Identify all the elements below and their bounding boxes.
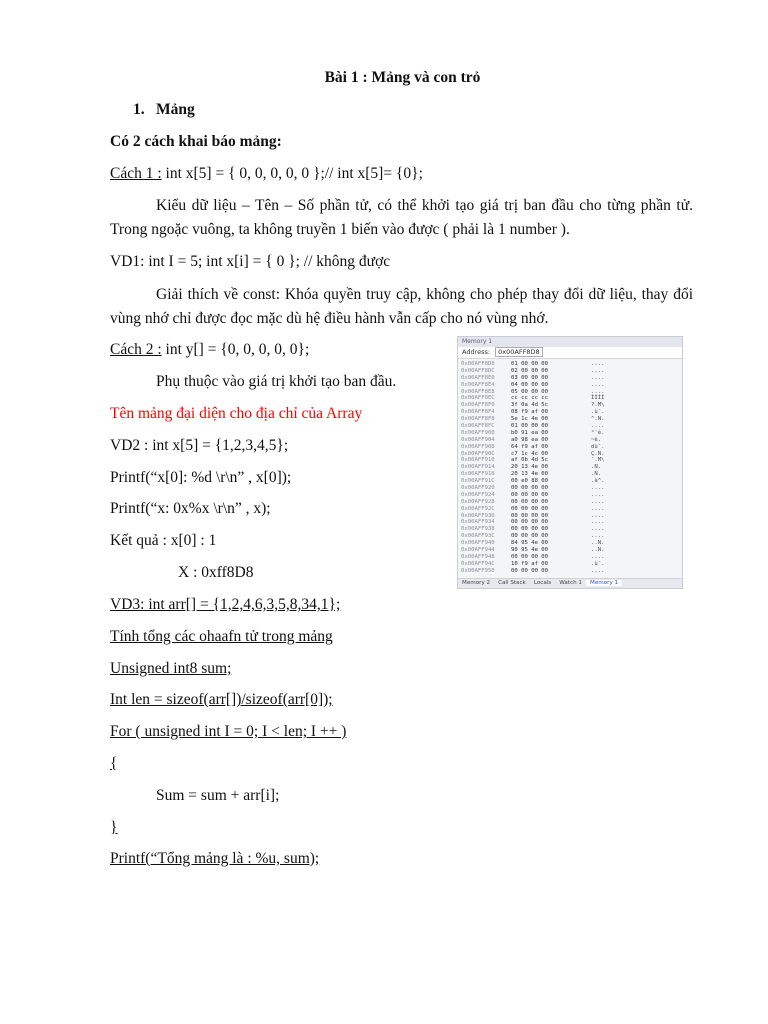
memory-tabs — [458, 578, 682, 588]
code-brace-open: { — [110, 755, 118, 772]
memory-row-chars: .... — [591, 381, 605, 388]
paragraph-1 — [110, 194, 693, 242]
array-name-note: Tên mảng đại diện cho địa chỉ của Array — [110, 405, 363, 422]
memory-row-chars: .... — [591, 423, 605, 430]
memory-tab[interactable]: Memory 2 — [462, 580, 491, 586]
memory-row-address: 0x00AFF8F0 — [461, 402, 495, 409]
memory-row-address: 0x00AFF8F8 — [461, 416, 495, 423]
memory-row — [458, 547, 682, 554]
paragraph-2-text: Giải thích về const: Khóa quyền truy cập, không cho phép thay đổi dữ liệu, thay đổi vùng nhớ chỉ được đọc mặc dù hệ điều hành vẫn cấp cho nó vùng nhớ. — [110, 286, 693, 327]
memory-row — [458, 485, 682, 492]
code-len-decl: Int len = sizeof(arr[])/sizeof(arr[0]); — [110, 691, 333, 708]
memory-tab[interactable]: Locals — [533, 580, 552, 586]
memory-row — [458, 478, 682, 485]
memory-row-hex: 02 00 00 00 — [511, 367, 549, 374]
memory-row-address: 0x00AFF8D8 — [461, 361, 495, 367]
memory-row — [458, 540, 682, 547]
code-brace-close: } — [110, 819, 118, 836]
memory-row-address: 0x00AFF8FC — [461, 423, 495, 430]
memory-row — [458, 423, 682, 430]
memory-row-chars: .... — [591, 388, 605, 395]
memory-row-hex: 20 13 4e 00 — [511, 464, 549, 471]
code-printf-sum: Printf(“Tổng mảng là : %u, sum); — [110, 850, 320, 867]
memory-row — [458, 361, 682, 368]
memory-row-address: 0x00AFF8E0 — [461, 374, 495, 381]
memory-row-address: 0x00AFF910 — [461, 457, 495, 464]
memory-row — [458, 561, 682, 568]
vd2-line: VD2 : int x[5] = {1,2,3,4,5}; — [110, 437, 289, 454]
memory-row-address: 0x00AFF8DC — [461, 367, 495, 374]
memory-row-hex: 08 f9 af 00 — [511, 409, 549, 416]
memory-row-chars: .N. — [591, 464, 602, 471]
memory-row — [458, 389, 682, 396]
memory-row — [458, 368, 682, 375]
memory-row-chars: .... — [591, 491, 605, 498]
memory-row — [458, 533, 682, 540]
memory-row-hex: cc cc cc cc — [511, 395, 549, 402]
memory-row — [458, 409, 682, 416]
memory-row-address: 0x00AFF904 — [461, 436, 495, 443]
memory-row-address: 0x00AFF92C — [461, 505, 495, 512]
memory-row-address: 0x00AFF8EC — [461, 395, 495, 402]
memory-row-address: 0x00AFF914 — [461, 464, 495, 471]
code-sum-decl: Unsigned int8 sum; — [110, 660, 232, 677]
memory-row-chars: .... — [591, 533, 605, 540]
memory-row-hex: 00 00 00 00 — [511, 485, 549, 492]
memory-row — [458, 395, 682, 402]
memory-row-hex: 04 00 00 00 — [511, 381, 549, 388]
memory-row-hex: 00 00 00 00 — [511, 567, 549, 574]
memory-row-chars: .... — [591, 553, 605, 560]
memory-row — [458, 526, 682, 533]
memory-row-chars: .... — [591, 567, 605, 574]
vd1-line: VD1: int I = 5; int x[i] = { 0 }; // không được — [110, 253, 391, 270]
memory-row-address: 0x00AFF928 — [461, 498, 495, 505]
memory-row-hex: 01 00 00 00 — [511, 361, 549, 367]
memory-row-hex: 00 00 00 00 — [511, 533, 549, 540]
paragraph-1-text: Kiểu dữ liệu – Tên – Số phần tử, có thể khởi tạo giá trị ban đầu cho từng phần tử. Trong ngoặc vuông, ta không truyền 1 biến vào được ( phải là 1 number ). — [110, 197, 693, 238]
memory-row-address: 0x00AFF94C — [461, 560, 495, 567]
memory-row-hex: 00 00 00 00 — [511, 512, 549, 519]
memory-tab[interactable]: Call Stack — [498, 580, 526, 586]
memory-row-address: 0x00AFF8E4 — [461, 381, 495, 388]
memory-row — [458, 519, 682, 526]
memory-row-hex: 00 e0 88 00 — [511, 478, 549, 485]
cach1-code: int x[5] = { 0, 0, 0, 0, 0 };// int x[5]= {0}; — [161, 165, 423, 182]
memory-row-chars: .... — [591, 374, 605, 381]
memory-window-title: Memory 1 — [458, 337, 682, 347]
memory-row-chars: .... — [591, 505, 605, 512]
memory-tab[interactable]: Memory 1 — [586, 580, 622, 586]
paragraph-3: Phụ thuộc vào giá trị khởi tạo ban đầu. — [156, 373, 397, 390]
memory-row-hex: c7 1c 4c 00 — [511, 450, 549, 457]
memory-row-hex: 10 f9 af 00 — [511, 560, 549, 567]
memory-row-hex: 03 00 00 00 — [511, 374, 549, 381]
memory-row-hex: 00 00 00 00 — [511, 491, 549, 498]
memory-row — [458, 464, 682, 471]
memory-row-address: 0x00AFF900 — [461, 429, 495, 436]
memory-row — [458, 437, 682, 444]
code-loop-body: Sum = sum + arr[i]; — [156, 787, 280, 804]
memory-row — [458, 492, 682, 499]
memory-row-address: 0x00AFF934 — [461, 519, 495, 526]
memory-row — [458, 499, 682, 506]
memory-row-hex: 00 00 00 00 — [511, 519, 549, 526]
memory-row — [458, 506, 682, 513]
memory-row-chars: .... — [591, 526, 605, 533]
result-line: Kết quả : x[0] : 1 — [110, 532, 217, 549]
memory-row — [458, 471, 682, 478]
memory-row-chars: ..N. — [591, 547, 605, 554]
memory-row-chars: Ç.N. — [591, 450, 605, 457]
memory-row-chars: °'ê. — [591, 429, 605, 436]
memory-row-address: 0x00AFF924 — [461, 491, 495, 498]
memory-row-address: 0x00AFF948 — [461, 553, 495, 560]
cach2-label: Cách 2 : — [110, 341, 162, 358]
memory-row-address: 0x00AFF90C — [461, 450, 495, 457]
memory-row-chars: .N. — [591, 471, 602, 478]
ways-heading: Có 2 cách khai báo mảng: — [110, 133, 282, 150]
memory-row — [458, 416, 682, 423]
memory-row-hex: 84 95 4e 00 — [511, 540, 549, 547]
memory-rows — [458, 361, 682, 575]
vd3-line: VD3: int arr[] = {1,2,4,6,3,5,8,34,1}; — [110, 596, 341, 613]
memory-row-address: 0x00AFF938 — [461, 526, 495, 533]
memory-row — [458, 568, 682, 575]
section-number: 1. — [133, 101, 145, 118]
memory-window — [457, 336, 683, 589]
memory-row-chars: ^.N. — [591, 416, 605, 423]
memory-row — [458, 451, 682, 458]
memory-row-address: 0x00AFF930 — [461, 512, 495, 519]
memory-row-hex: 20 13 4e 00 — [511, 471, 549, 478]
cach2-code: int y[] = {0, 0, 0, 0, 0}; — [161, 341, 310, 358]
memory-row — [458, 554, 682, 561]
section-heading: Mảng — [156, 101, 195, 118]
memory-row-address: 0x00AFF908 — [461, 443, 495, 450]
memory-address-bar — [458, 347, 682, 359]
cach1-label: Cách 1 : — [110, 165, 162, 182]
memory-row-chars: .... — [591, 519, 605, 526]
memory-row-hex: 05 00 00 00 — [511, 388, 549, 395]
memory-row-hex: 00 00 00 00 — [511, 498, 549, 505]
memory-row-address: 0x00AFF8F4 — [461, 409, 495, 416]
memory-row-chars: ?.M\ — [591, 402, 605, 409]
printf-line-1: Printf(“x[0]: %d \r\n” , x[0]); — [110, 469, 292, 486]
memory-row-chars: ~ê. — [591, 436, 602, 443]
memory-row-hex: 3f 0a 4d 5c — [511, 402, 549, 409]
memory-row — [458, 430, 682, 437]
memory-row-address: 0x00AFF93C — [461, 533, 495, 540]
memory-row-hex: 5e 1c 4e 00 — [511, 416, 549, 423]
memory-address-label: Address: — [462, 348, 491, 356]
memory-row-chars: ..N. — [591, 540, 605, 547]
memory-row — [458, 457, 682, 464]
memory-row-hex: 00 00 00 00 — [511, 553, 549, 560]
memory-row — [458, 513, 682, 520]
memory-row-address: 0x00AFF91C — [461, 478, 495, 485]
memory-row-chars: dù¯. — [591, 443, 605, 450]
memory-row — [458, 402, 682, 409]
memory-row-chars: .ù¯. — [591, 560, 605, 567]
memory-row-chars: .ù¯. — [591, 409, 605, 416]
memory-row — [458, 444, 682, 451]
paragraph-2 — [110, 283, 693, 331]
result-x-line: X : 0xff8D8 — [178, 564, 254, 581]
memory-row-hex: 01 00 00 00 — [511, 423, 549, 430]
memory-row-address: 0x00AFF920 — [461, 485, 495, 492]
memory-row-chars: .à^. — [591, 478, 605, 485]
memory-row-chars: .... — [591, 361, 605, 367]
sum-heading: Tính tổng các ohaafn tử trong mảng — [110, 628, 333, 645]
memory-row-address: 0x00AFF8E8 — [461, 388, 495, 395]
memory-row-chars: .... — [591, 512, 605, 519]
memory-row-chars: ÌÌÌÌ — [591, 395, 605, 402]
memory-row-address: 0x00AFF918 — [461, 471, 495, 478]
memory-row-chars: .... — [591, 367, 605, 374]
memory-row-address: 0x00AFF944 — [461, 547, 495, 554]
memory-row-chars: .... — [591, 498, 605, 505]
memory-row-hex: 00 00 00 00 — [511, 505, 549, 512]
memory-tab[interactable]: Watch 1 — [559, 580, 582, 586]
memory-row-chars: .... — [591, 485, 605, 492]
code-for-loop: For ( unsigned int I = 0; I < len; I ++ ) — [110, 723, 347, 740]
memory-row-hex: 00 00 00 00 — [511, 526, 549, 533]
cach2-line — [110, 340, 309, 360]
memory-row-chars: ¯.M\ — [591, 457, 605, 464]
memory-row-address: 0x00AFF950 — [461, 567, 495, 574]
memory-row-hex: 64 f9 af 00 — [511, 443, 549, 450]
memory-row-hex: b0 91 ea 00 — [511, 429, 549, 436]
printf-line-2: Printf(“x: 0x%x \r\n” , x); — [110, 500, 271, 517]
memory-row — [458, 382, 682, 389]
memory-row — [458, 375, 682, 382]
memory-row-hex: 90 95 4e 00 — [511, 547, 549, 554]
memory-row-address: 0x00AFF940 — [461, 540, 495, 547]
page-title: Bài 1 : Mảng và con trỏ — [324, 69, 481, 86]
cach1-line — [110, 164, 423, 184]
memory-row-hex: af 0b 4d 5c — [511, 457, 549, 464]
memory-row-hex: a0 98 ea 00 — [511, 436, 549, 443]
memory-address-input[interactable]: 0x00AFF8D8 — [495, 347, 542, 357]
